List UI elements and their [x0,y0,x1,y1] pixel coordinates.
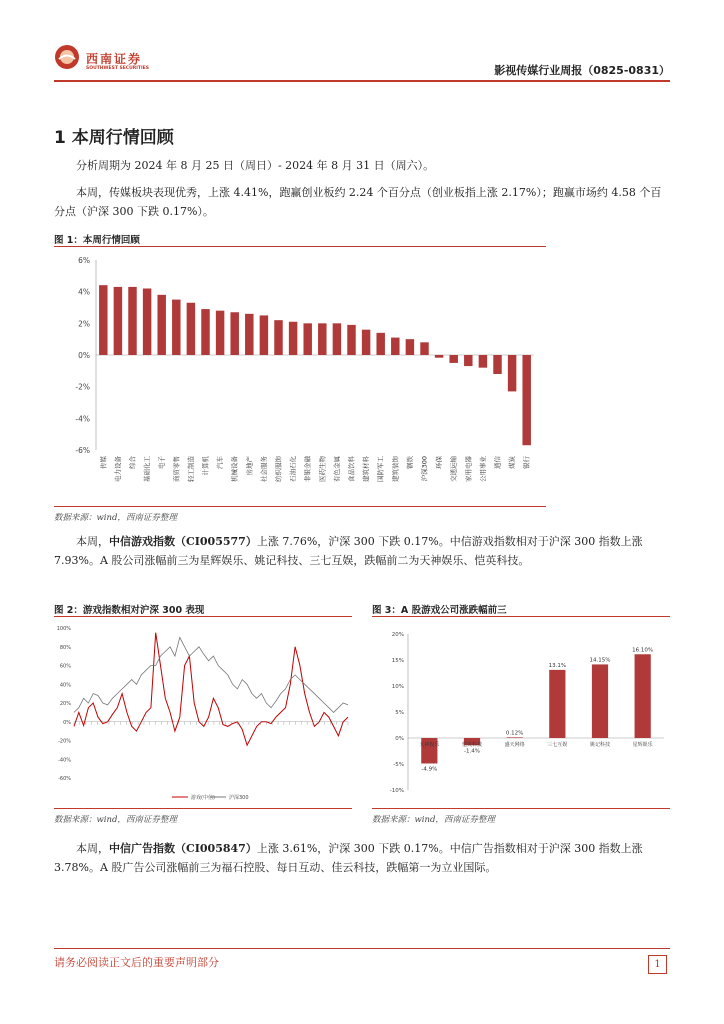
x-tick-label: 国防军工 [376,456,385,482]
legend-label-game: 游戏(中信) [191,795,215,801]
top-game-stocks-chart [372,620,670,806]
x-tick-label: 通信 [493,456,502,469]
x-tick-label: 计算机 [201,456,210,476]
company-name-cn: 西南证券 [86,52,143,66]
bar [230,312,238,355]
x-tick-label: 有色金属 [332,456,341,482]
x-tick-label: 三七互娱 [547,742,568,748]
y-tick-label: -2% [75,382,90,392]
data-label: -4.9% [421,766,438,773]
bar [376,333,384,355]
bar [187,303,195,355]
x-tick-label: 食品饮料 [347,456,356,482]
x-tick-label: 传媒 [99,456,108,469]
x-tick-label: 汽车 [216,456,225,469]
x-tick-label: 电力设备 [113,456,122,482]
ad-para-body: 上涨 3.61%，沪深 300 下跌 0.17%。中信广告指数相对于沪深 300 指数上涨 3.78%。A 股广告公司涨幅前三为福石控股、每日互动、佳云科技，跌幅第一为立业国际。 [54,842,643,874]
ad-index-name: 中信广告指数（CI005847） [109,842,257,855]
bar [143,289,151,356]
game-index-paragraph [54,532,670,570]
legend-label-csi300: 沪深300 [229,795,249,801]
y-tick-label: -40% [58,757,71,764]
x-tick-label: 医药生物 [318,456,327,482]
y-tick-label: 2% [78,319,90,329]
x-tick-label: 沪深300 [420,456,429,482]
x-tick-label: 星辉娱乐 [632,742,653,748]
bar [406,339,414,355]
bar [99,285,107,355]
y-tick-label: -10% [389,788,404,794]
x-tick-label: 恺英科技 [461,742,483,748]
bar [303,323,311,355]
ad-index-paragraph [54,839,670,877]
x-tick-label: 姚记科技 [589,742,611,748]
x-tick-label: 家用电器 [464,456,473,482]
y-tick-label: 100% [56,626,71,632]
sector-performance-chart [54,250,546,502]
footer-divider [54,948,670,949]
y-tick-label: 4% [78,287,90,297]
x-tick-label: 综合 [128,456,137,469]
y-tick-label: -60% [58,776,71,782]
section-title: 1 本周行情回顾 [54,128,174,148]
bar [508,355,516,391]
data-label: 13.1% [548,662,567,669]
y-tick-label: -6% [75,446,90,455]
y-tick-label: 0% [395,736,404,742]
bar [201,309,209,355]
bar [318,323,326,355]
y-tick-label: 10% [391,684,404,690]
fig2-caption: 图 2：游戏指数相对沪深 300 表现 [54,605,205,616]
bar [245,314,253,355]
fig3-bottom-rule [372,808,670,809]
report-title: 影视传媒行业周报（0825-0831） [494,64,670,77]
x-tick-label: 煤炭 [508,456,517,469]
y-tick-label: 20% [59,701,71,707]
header-divider [54,80,670,82]
bar [347,325,355,355]
period-paragraph: 分析周期为 2024 年 8 月 25 日（周日）- 2024 年 8 月 31 日（周六）。 [76,159,435,172]
y-tick-label: 20% [391,632,404,638]
bar [592,664,608,738]
x-tick-label: 纺织服饰 [274,456,283,482]
fig1-caption: 图 1：本周行情回顾 [54,235,140,246]
game-para-body: 上涨 7.76%，沪深 300 下跌 0.17%。中信游戏指数相对于沪深 300 指数上涨 7.93%。A 股公司涨幅前三为星辉娱乐、姚记科技、三七互娱，跌幅前二为天神娱乐、恺英科技。 [54,535,643,567]
bar [260,315,268,355]
x-tick-label: 机械设备 [230,456,239,482]
x-tick-label: 环保 [435,456,444,469]
fig1-top-rule [54,246,546,247]
game-index-vs-csi300-chart [54,620,352,806]
fig2-bottom-rule [54,808,352,809]
bar [114,287,122,355]
bar [333,323,341,355]
series-line-game-index [74,633,348,746]
x-tick-label: 社会服务 [259,456,268,482]
bar [449,355,457,363]
bar [522,355,530,445]
x-tick-label: 基础化工 [143,456,152,482]
x-tick-label: 非银金融 [303,456,312,482]
bar [479,355,487,368]
x-tick-label: 房地产 [245,456,254,476]
data-label: 16.10% [632,647,654,654]
y-tick-label: -5% [393,762,404,768]
bar [216,311,224,355]
ad-para-prefix: 本周， [76,842,109,855]
x-tick-label: 天神娱乐 [419,742,440,748]
footer-disclaimer: 请务必阅读正文后的重要声明部分 [54,956,219,969]
bar [274,320,282,355]
y-tick-label: -20% [58,738,71,745]
bar [435,355,443,358]
y-tick-label: 80% [59,644,71,651]
x-tick-label: 轻工制造 [186,456,195,482]
bar [391,338,399,355]
x-tick-label: 石油石化 [289,456,298,482]
bar [507,737,523,738]
bar [549,670,565,738]
bar [289,322,297,355]
x-tick-label: 盛天网络 [504,742,525,748]
bar [172,300,180,355]
x-tick-label: 交通运输 [449,456,458,482]
data-label: 14.15% [589,657,611,664]
data-label: 0.12% [505,730,524,737]
y-tick-label: 6% [78,256,90,265]
y-tick-label: 0% [78,351,90,360]
fig2-top-rule [54,616,352,617]
x-tick-label: 电子 [157,456,166,469]
x-tick-label: 建筑装饰 [391,456,400,482]
x-tick-label: 建筑材料 [362,456,371,482]
y-tick-label: 5% [395,710,404,716]
y-tick-label: 0% [63,719,71,726]
bar [464,355,472,366]
data-label: -1.4% [464,748,480,755]
bar [128,287,136,355]
y-tick-label: 15% [391,658,404,664]
page-number: 1 [648,955,667,974]
summary-paragraph: 本周，传媒板块表现优秀，上涨 4.41%，跑赢创业板约 2.24 个百分点（创业板指上涨 2.17%）；跑赢市场约 4.58 个百分点（沪深 300 下跌 0.17%）。 [54,186,662,218]
x-tick-label: 钢铁 [405,456,414,469]
company-name-en: SOUTHWEST SECURITIES [86,66,149,71]
company-logo-icon [54,44,80,70]
bar [420,342,428,355]
x-tick-label: 银行 [522,456,531,469]
fig3-source: 数据来源：wind，西南证券整理 [372,815,495,825]
y-tick-label: 40% [59,682,71,689]
y-tick-label: 60% [59,663,71,670]
x-tick-label: 公用事业 [478,456,487,482]
bar [635,654,651,738]
fig1-source: 数据来源：wind，西南证券整理 [54,513,177,523]
fig3-top-rule [372,616,670,617]
fig2-source: 数据来源：wind，西南证券整理 [54,815,177,825]
bar [493,355,501,374]
bar [157,295,165,355]
y-tick-label: -4% [75,414,90,424]
game-index-name: 中信游戏指数（CI005577） [109,535,257,548]
fig3-caption: 图 3：A 股游戏公司涨跌幅前三 [372,605,507,616]
game-para-prefix: 本周， [76,535,109,548]
bar [362,330,370,355]
x-tick-label: 商贸零售 [172,456,181,482]
fig1-bottom-rule [54,506,546,507]
